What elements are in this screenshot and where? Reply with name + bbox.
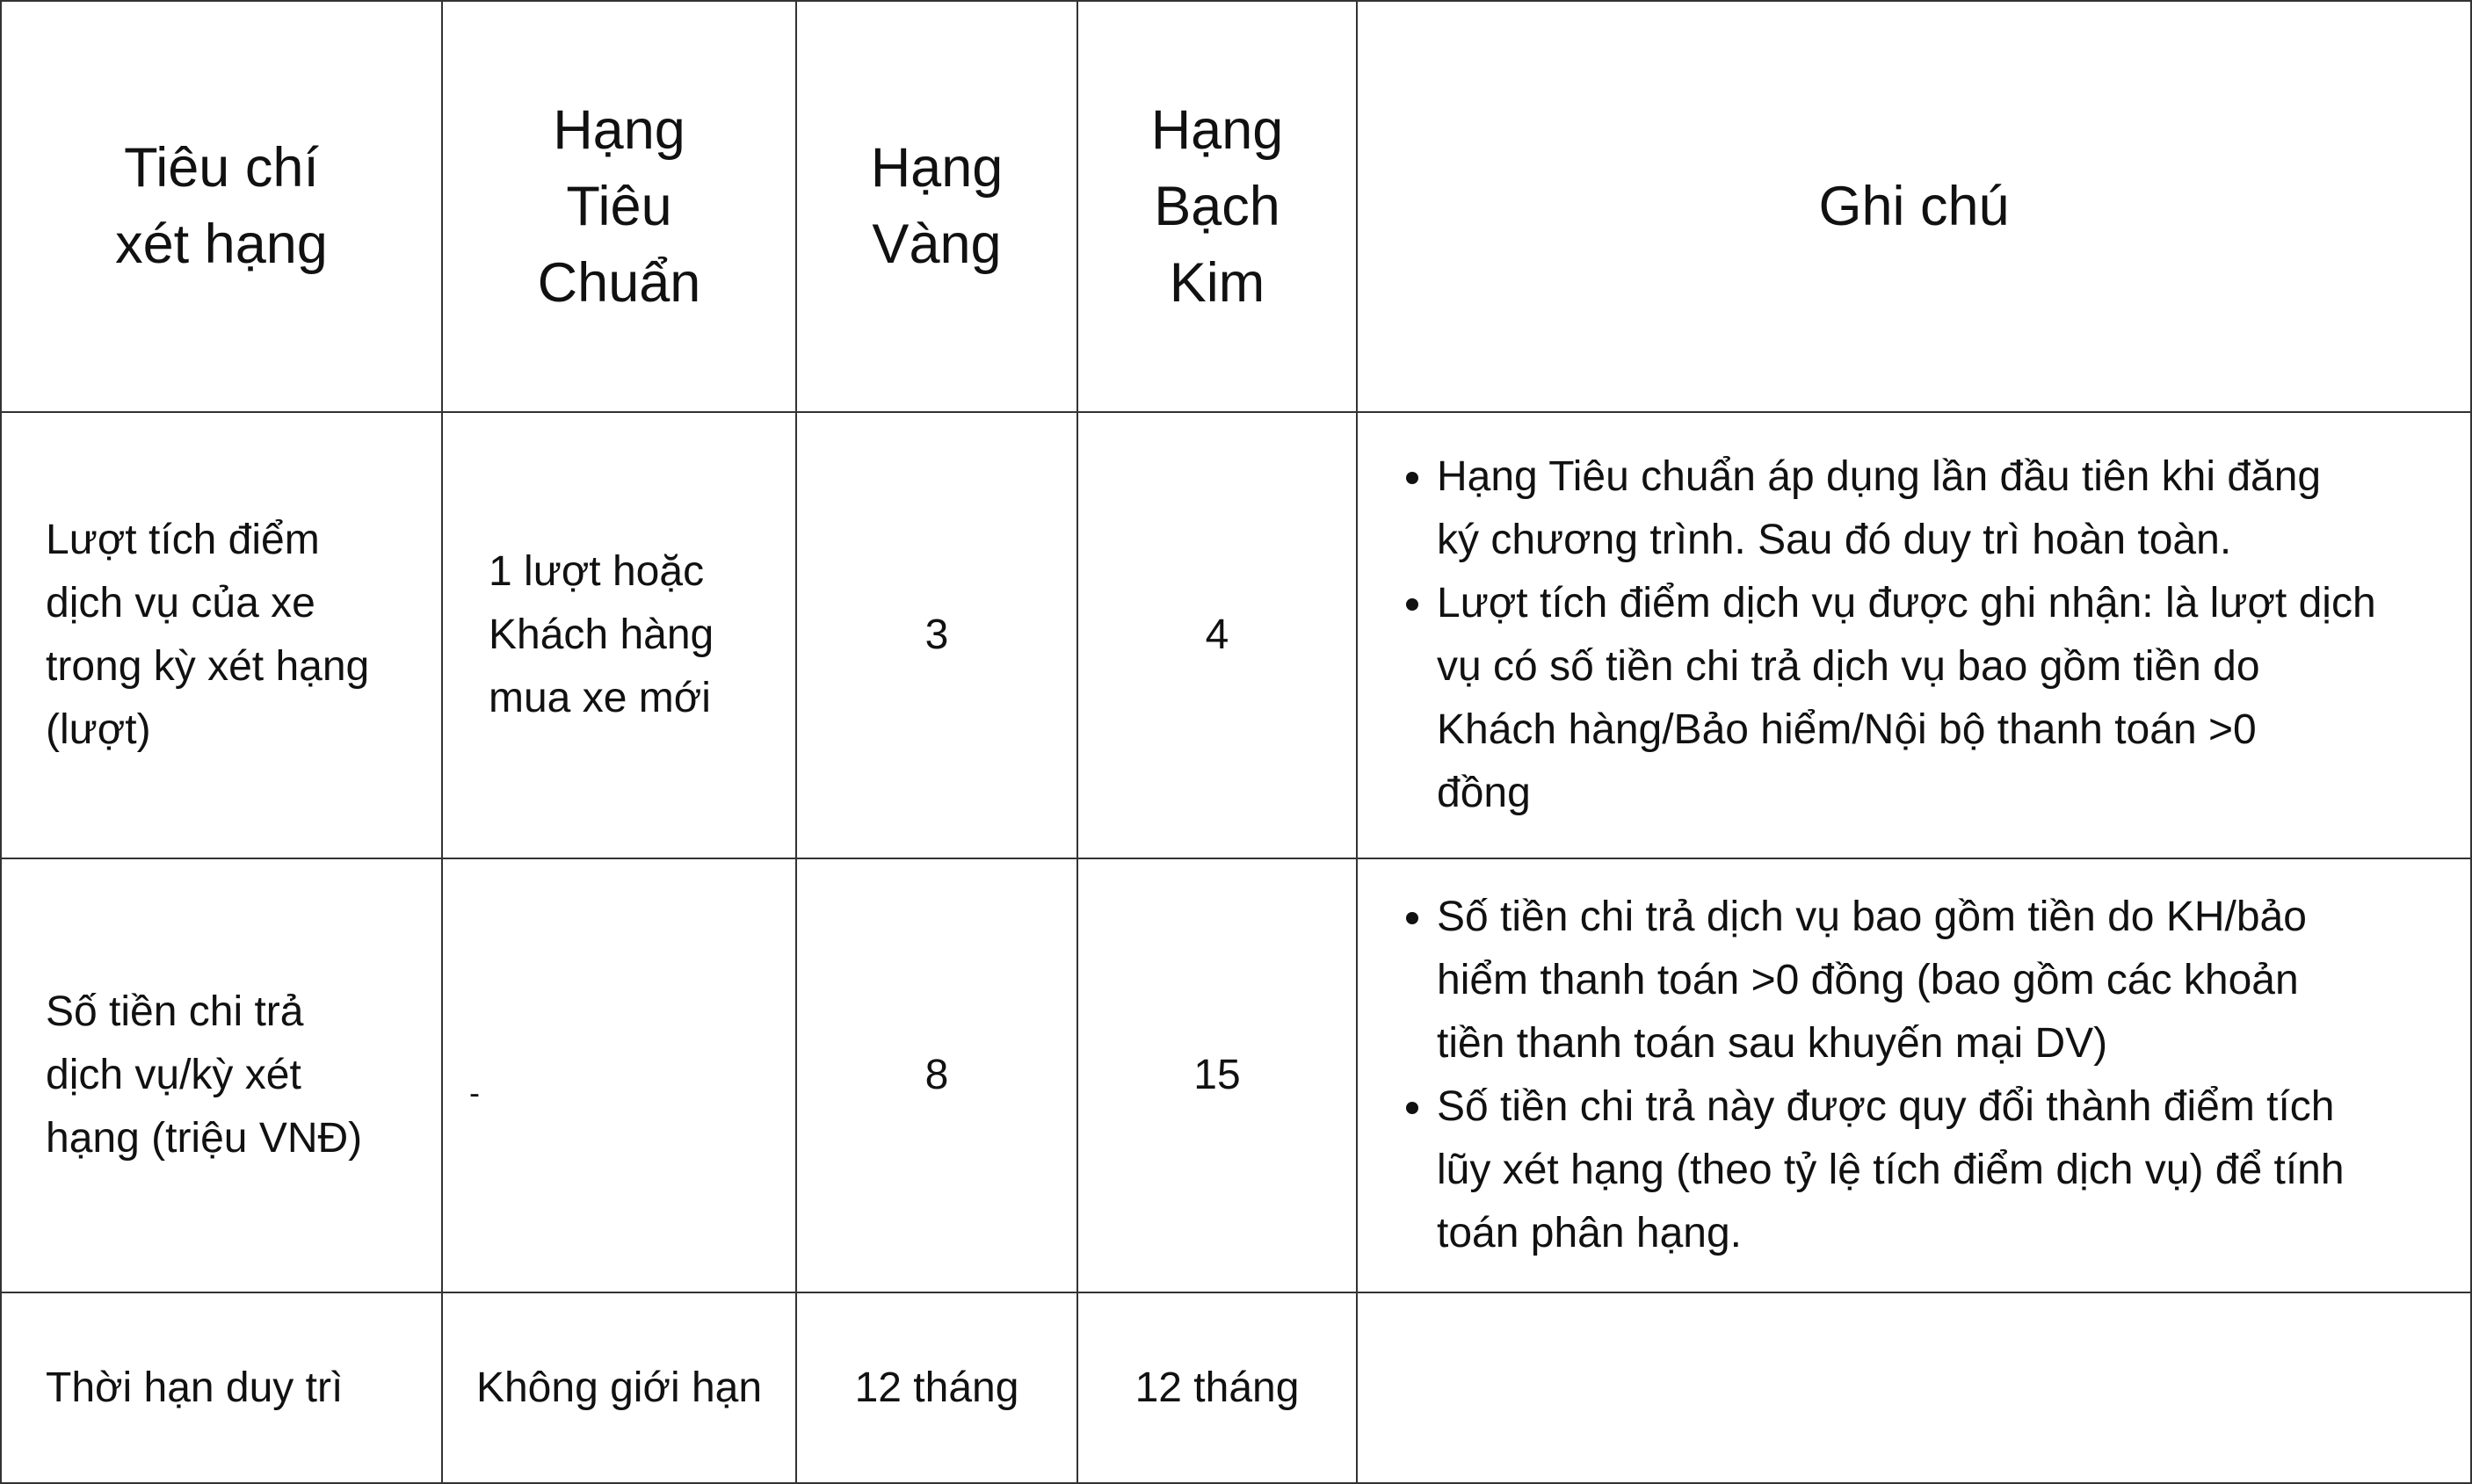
notes-cell [1357,858,2471,1292]
notes-line: Khách hàng/Bảo hiểm/Nội bộ thanh toán >0 [1437,706,2257,753]
standard-line: 1 lượt hoặc [489,548,705,595]
criteria-line: hạng (triệu VNĐ) [46,1115,363,1162]
gold-tier-cell: 12 tháng [796,1292,1077,1483]
table-row-service-visits [1,412,2471,858]
platinum-tier-cell: 4 [1077,412,1357,858]
gold-tier-cell: 3 [796,412,1077,858]
criteria-line: dịch vụ/kỳ xét [46,1052,301,1098]
table-row-service-spend [1,858,2471,1292]
header-gold-tier [796,1,1077,412]
header-standard-tier [442,1,796,412]
notes-line: ký chương trình. Sau đó duy trì hoàn toàn. [1437,517,2232,563]
notes-line: hiểm thanh toán >0 đồng (bao gồm các khoản [1437,957,2299,1003]
header-criteria-line: Tiêu chí [124,137,319,199]
standard-tier-cell: - [442,858,796,1292]
header-standard-line: Tiêu [566,175,672,237]
criteria-line: trong kỳ xét hạng [46,643,370,690]
notes-list-item [1437,572,2444,825]
platinum-tier-cell: 12 tháng [1077,1292,1357,1483]
notes-list-item [1437,445,2444,572]
standard-line: Khách hàng [489,612,714,658]
notes-cell [1357,1292,2471,1483]
criteria-line: (lượt) [46,706,151,753]
notes-line: vụ có số tiền chi trả dịch vụ bao gồm tiền do [1437,643,2260,690]
criteria-cell [1,858,442,1292]
header-gold-line: Hạng [870,137,1004,199]
standard-tier-cell: Không giới hạn [442,1292,796,1483]
notes-line: lũy xét hạng (theo tỷ lệ tích điểm dịch vụ) để tính [1437,1147,2345,1193]
notes-line: • Số tiền chi trả này được quy đổi thành điểm tích [1437,1083,2335,1130]
notes-list [1375,445,2444,825]
notes-line: toán phân hạng. [1437,1210,1742,1256]
notes-list-item [1437,886,2444,1075]
notes-cell [1357,412,2471,858]
table-header-row [1,1,2471,412]
gold-tier-cell: 8 [796,858,1077,1292]
header-gold-line: Vàng [872,214,1002,275]
header-notes-label: Ghi chú [1818,175,2010,237]
notes-line: • Số tiền chi trả dịch vụ bao gồm tiền do KH/bảo [1437,894,2307,940]
notes-list [1375,886,2444,1265]
notes-list-item [1437,1075,2444,1265]
header-standard-line: Hạng [553,98,685,161]
notes-line: • Lượt tích điểm dịch vụ được ghi nhận: là lượt dịch [1437,580,2376,626]
header-criteria [1,1,442,412]
header-platinum-tier [1077,1,1357,412]
table-row-validity [1,1292,2471,1483]
standard-tier-cell [442,412,796,858]
header-standard-line: Chuẩn [537,251,701,314]
header-platinum-line: Bạch [1154,175,1280,237]
header-criteria-line: xét hạng [115,214,328,275]
header-platinum-line: Kim [1169,251,1265,314]
criteria-line: dịch vụ của xe [46,580,315,626]
notes-line: tiền thanh toán sau khuyến mại DV) [1437,1020,2108,1067]
platinum-tier-cell: 15 [1077,858,1357,1292]
header-platinum-line: Hạng [1150,98,1284,161]
criteria-line: Lượt tích điểm [46,517,320,563]
notes-line: đồng [1437,770,1531,816]
standard-line: mua xe mới [489,675,711,721]
criteria-line: Số tiền chi trả [46,988,304,1035]
criteria-cell: Thời hạn duy trì [1,1292,442,1483]
header-notes [1357,1,2471,412]
criteria-cell [1,412,442,858]
notes-line: • Hạng Tiêu chuẩn áp dụng lần đầu tiên khi đăng [1437,453,2322,500]
